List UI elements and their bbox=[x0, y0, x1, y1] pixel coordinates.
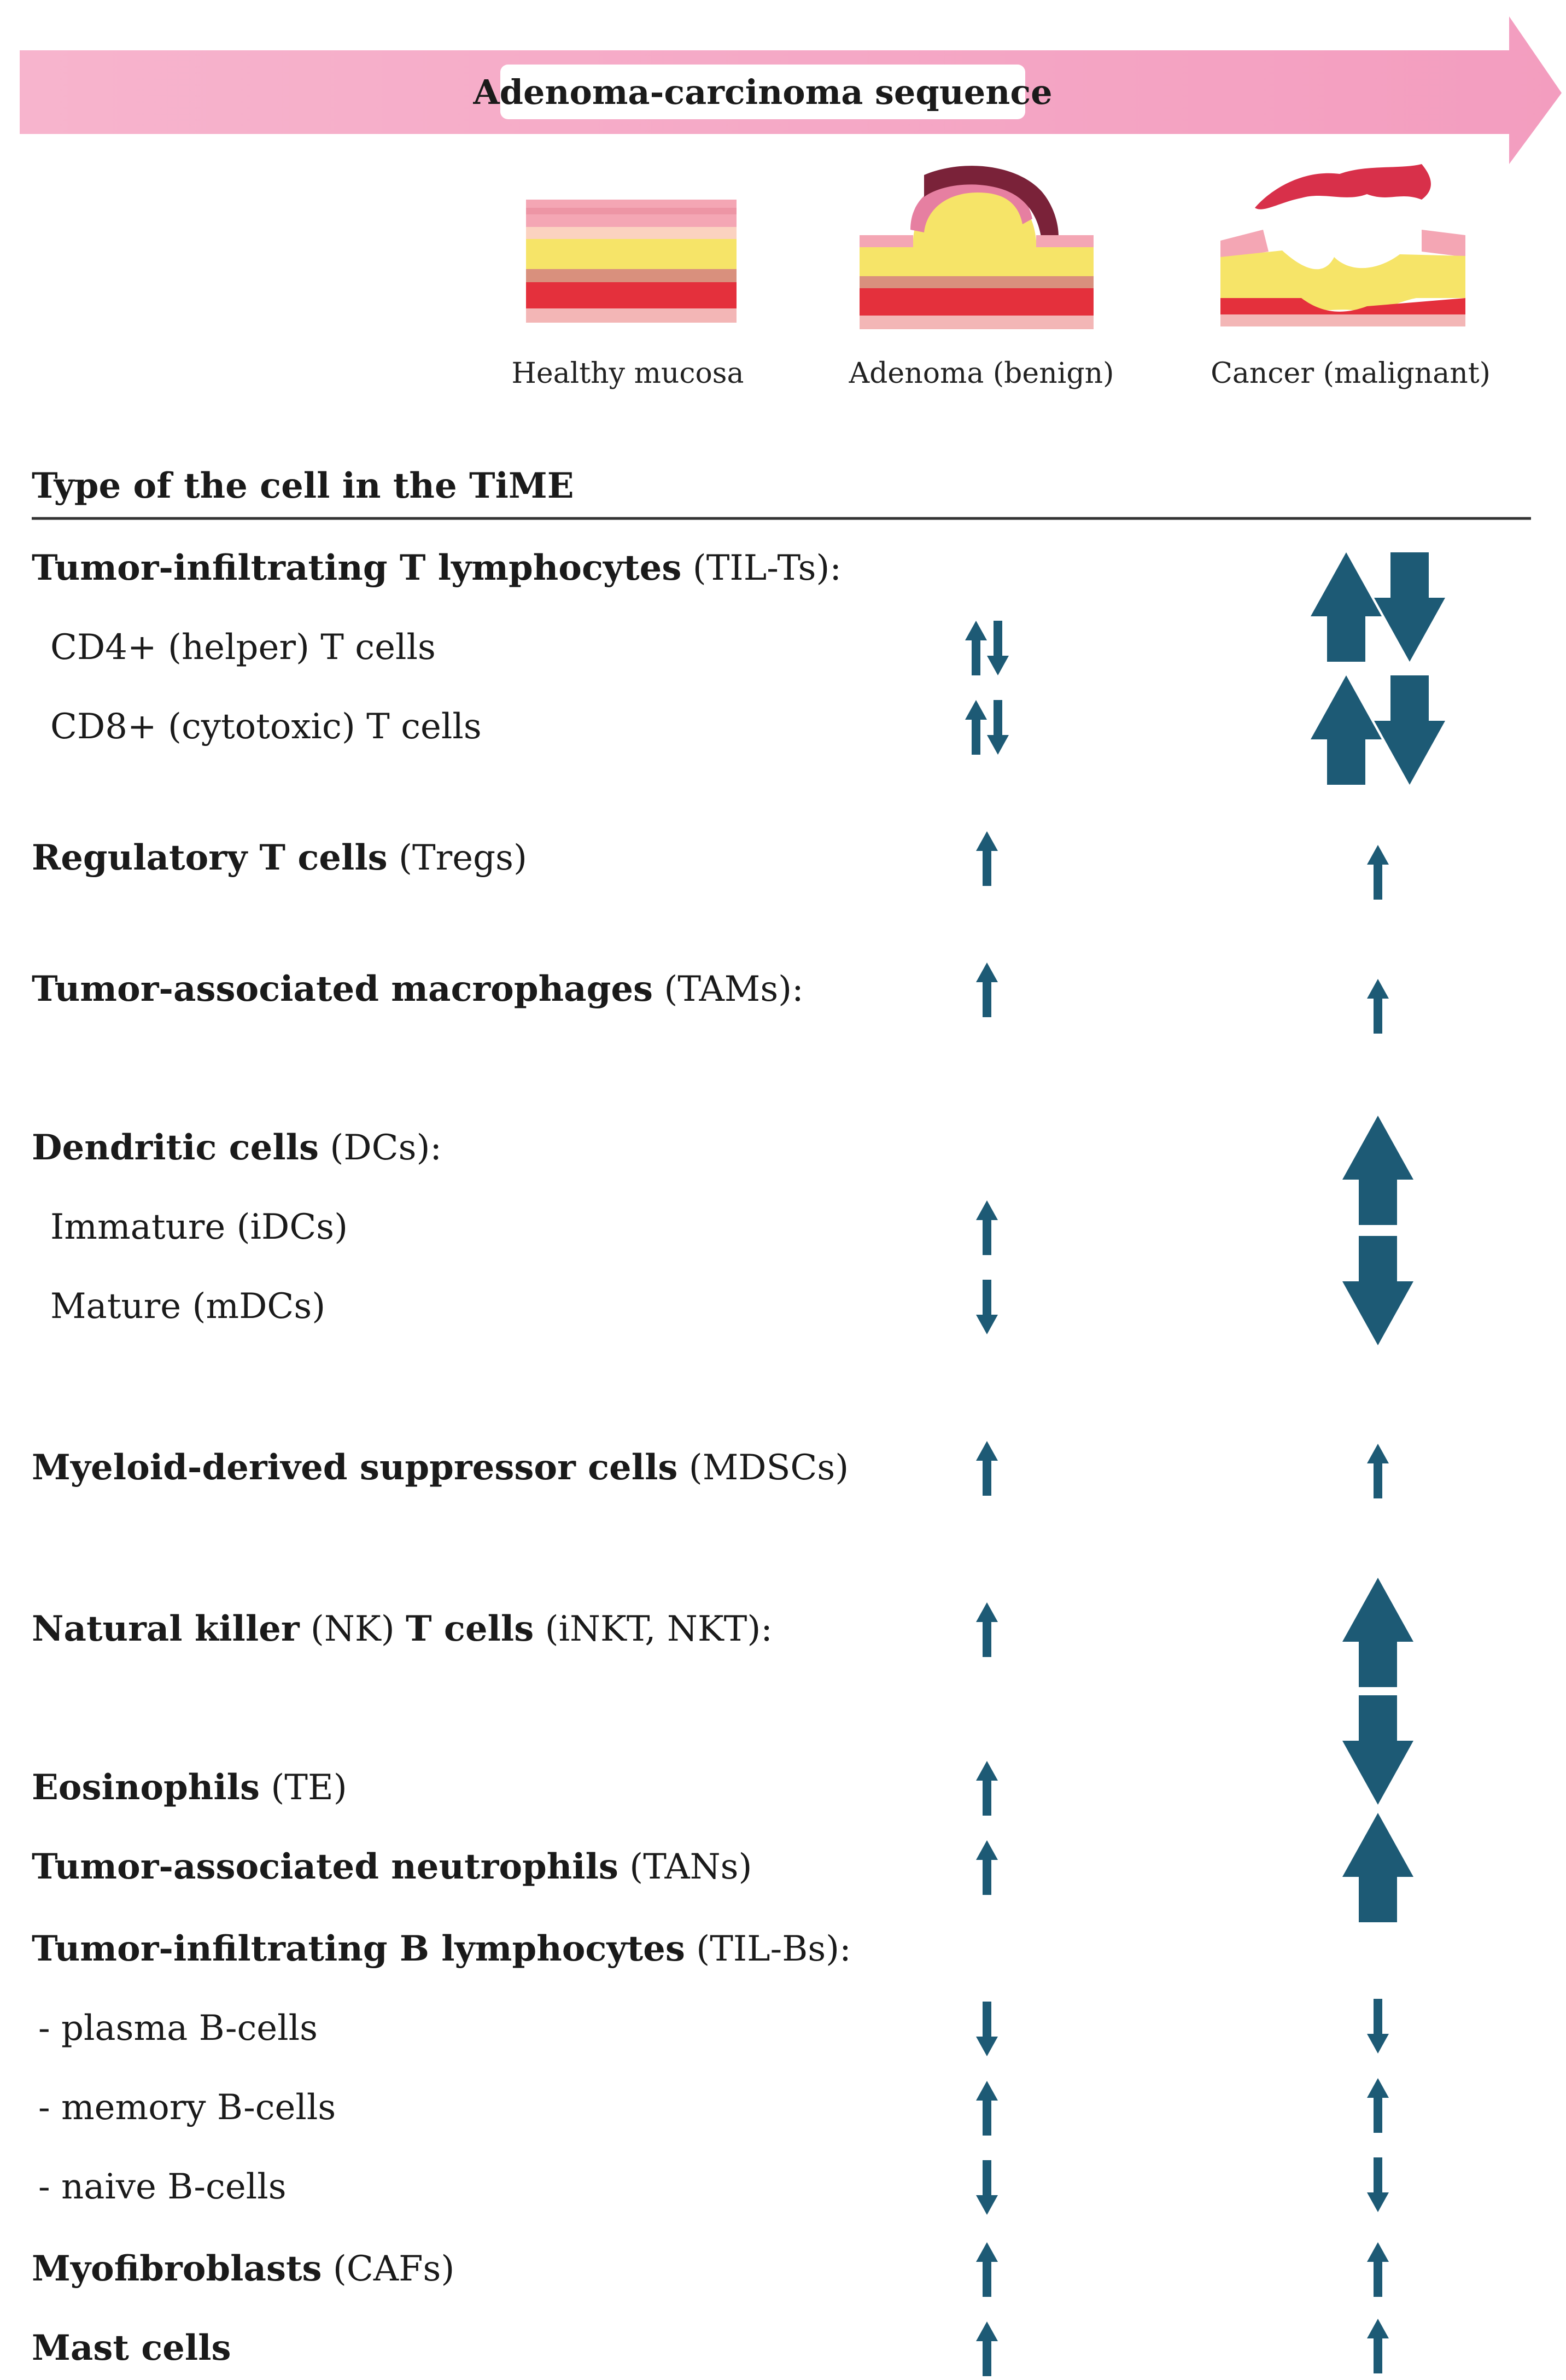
cell-row-label-part: CD8+ (cytotoxic) T cells bbox=[50, 707, 482, 747]
adenoma-up-arrow bbox=[976, 1761, 998, 1816]
cancer-up-arrow bbox=[1367, 2078, 1389, 2133]
stage-healthy-illustration bbox=[526, 200, 737, 323]
cell-row-label-part: - plasma B-cells bbox=[38, 2008, 318, 2049]
cell-row-label bbox=[32, 837, 527, 878]
cell-row-label bbox=[32, 1767, 347, 1808]
cell-row-label bbox=[32, 1928, 851, 1969]
cell-row-label-part: (Tregs) bbox=[387, 838, 527, 878]
cell-row-label bbox=[32, 1608, 773, 1649]
cancer-down-arrow bbox=[1367, 1999, 1389, 2054]
cancer-up-arrow bbox=[1311, 552, 1382, 662]
sequence-banner bbox=[20, 16, 1562, 164]
adenoma-up-arrow bbox=[976, 962, 998, 1017]
cell-row-label bbox=[32, 1447, 849, 1488]
adenoma-down-arrow bbox=[976, 2002, 998, 2056]
cell-row-label-part: Tumor-infiltrating T lymphocytes bbox=[32, 547, 682, 588]
cell-row-label-part: Regulatory T cells bbox=[32, 837, 388, 878]
cell-row-label-part: T cells bbox=[406, 1608, 534, 1649]
adenoma-up-arrow bbox=[965, 700, 987, 755]
stage-cancer-illustration bbox=[1220, 164, 1465, 326]
cancer-up-arrow bbox=[1342, 1813, 1413, 1922]
adenoma-up-arrow bbox=[965, 621, 987, 675]
cell-row-label-part: Dendritic cells bbox=[32, 1127, 319, 1168]
cell-row-label bbox=[32, 547, 842, 588]
cancer-up-arrow bbox=[1367, 845, 1389, 900]
cell-row-label bbox=[50, 1286, 325, 1327]
adenoma-down-arrow bbox=[987, 621, 1009, 675]
cell-row-label bbox=[32, 2248, 454, 2289]
cell-row-label-part: (TE) bbox=[259, 1768, 347, 1808]
cell-row-label bbox=[50, 707, 482, 747]
cancer-down-arrow bbox=[1374, 552, 1445, 662]
stage-label-healthy: Healthy mucosa bbox=[511, 357, 744, 390]
cell-row-label bbox=[38, 2008, 318, 2049]
cancer-down-arrow bbox=[1342, 1236, 1413, 1345]
cancer-up-arrow bbox=[1367, 2242, 1389, 2297]
cell-row-label-part: (MDSCs) bbox=[677, 1448, 849, 1488]
adenoma-up-arrow bbox=[976, 2242, 998, 2297]
cell-row-label-part: (TIL-Ts): bbox=[681, 548, 842, 588]
cell-row-label-part: Myeloid-derived suppressor cells bbox=[32, 1447, 678, 1488]
cell-row-label-part: Immature (iDCs) bbox=[50, 1207, 348, 1247]
cell-row-label-part: (CAFs) bbox=[322, 2249, 455, 2289]
cell-row-label-part: (TANs) bbox=[618, 1847, 752, 1887]
cell-row-label-part: Tumor-associated macrophages bbox=[32, 969, 653, 1010]
cancer-up-arrow bbox=[1367, 979, 1389, 1034]
cell-row-label-part: Tumor-infiltrating B lymphocytes bbox=[32, 1928, 685, 1969]
stage-label-adenoma: Adenoma (benign) bbox=[849, 357, 1114, 390]
cell-row-label-part: (TIL-Bs): bbox=[685, 1929, 851, 1969]
cell-row-label-part: (NK) bbox=[299, 1609, 406, 1649]
cell-row-label-part: - memory B-cells bbox=[38, 2087, 336, 2128]
adenoma-up-arrow bbox=[976, 1602, 998, 1657]
cancer-up-arrow bbox=[1342, 1116, 1413, 1225]
cell-row-label bbox=[38, 2167, 287, 2207]
cell-row-label-part: Natural killer bbox=[32, 1608, 300, 1649]
cell-row-label-part: - naive B-cells bbox=[38, 2167, 287, 2207]
adenoma-up-arrow bbox=[976, 1441, 998, 1496]
cell-row-label-part: Tumor-associated neutrophils bbox=[32, 1846, 618, 1887]
adenoma-up-arrow bbox=[976, 831, 998, 886]
cancer-up-arrow bbox=[1367, 2319, 1389, 2373]
adenoma-down-arrow bbox=[987, 700, 1009, 755]
cell-row-label bbox=[32, 969, 804, 1010]
cancer-down-arrow bbox=[1342, 1695, 1413, 1805]
cell-row-label-part: Myofibroblasts bbox=[32, 2248, 322, 2289]
cell-row-label bbox=[32, 1127, 442, 1168]
stage-label-cancer: Cancer (malignant) bbox=[1211, 357, 1491, 390]
cell-row-label bbox=[32, 1846, 752, 1887]
cell-row-label bbox=[50, 627, 436, 668]
trend-arrows bbox=[965, 552, 1445, 2376]
adenoma-up-arrow bbox=[976, 1840, 998, 1895]
cell-row-label-part: CD4+ (helper) T cells bbox=[50, 627, 436, 668]
stage-adenoma-illustration bbox=[860, 166, 1094, 329]
adenoma-down-arrow bbox=[976, 2160, 998, 2215]
cell-row-label-part: (iNKT, NKT): bbox=[534, 1609, 773, 1649]
cell-row-label bbox=[38, 2087, 336, 2128]
cancer-down-arrow bbox=[1374, 675, 1445, 785]
adenoma-up-arrow bbox=[976, 2081, 998, 2136]
banner-label: Adenoma-carcinoma sequence bbox=[473, 72, 1053, 112]
cell-row-label-part: Eosinophils bbox=[32, 1767, 260, 1808]
cancer-down-arrow bbox=[1367, 2157, 1389, 2212]
cell-row-label bbox=[32, 2328, 231, 2369]
cell-row-label bbox=[50, 1207, 348, 1247]
cell-row-label-part: Mast cells bbox=[32, 2328, 231, 2369]
adenoma-up-arrow bbox=[976, 1200, 998, 1255]
cancer-up-arrow bbox=[1367, 1444, 1389, 1498]
cancer-up-arrow bbox=[1311, 675, 1382, 785]
cell-rows bbox=[32, 547, 851, 2369]
cancer-up-arrow bbox=[1342, 1578, 1413, 1687]
cell-row-label-part: Mature (mDCs) bbox=[50, 1286, 326, 1327]
adenoma-down-arrow bbox=[976, 1280, 998, 1334]
cell-row-label-part: (TAMs): bbox=[653, 969, 804, 1010]
table-header: Type of the cell in the TiME bbox=[32, 465, 574, 506]
adenoma-up-arrow bbox=[976, 2321, 998, 2376]
cell-row-label-part: (DCs): bbox=[319, 1128, 442, 1168]
